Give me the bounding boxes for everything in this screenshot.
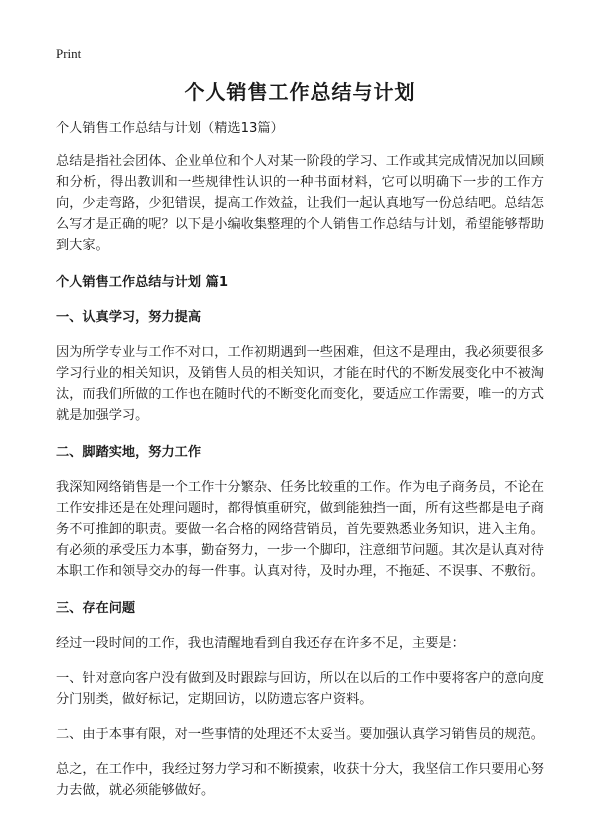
article-heading: 个人销售工作总结与计划 篇1 — [56, 275, 229, 290]
section-1-paragraph-1: 因为所学专业与工作不对口，工作初期遇到一些困难，但这不是理由，我必须要很多学习行业的相关知识，及销售人员的相关知识，才能在时代的不断发展变化中不被淘汰，而我们所做的工作也在随时代的不断变化而变化，要适应工作需要，唯一的方式就是加强学习。 — [56, 345, 544, 423]
section-3-paragraph-3: 二、由于本事有限，对一些事情的处理还不太妥当。要加强认真学习销售员的规范。 — [56, 727, 544, 742]
section-heading-1: 一、认真学习，努力提高 — [56, 310, 202, 325]
page-title: 个人销售工作总结与计划 — [184, 80, 416, 104]
section-3-paragraph-1: 经过一段时间的工作，我也清醒地看到自我还存在许多不足，主要是： — [56, 636, 465, 651]
document-body — [56, 118, 544, 815]
section-heading-2: 二、脚踏实地，努力工作 — [56, 445, 202, 460]
section-heading-3: 三、存在问题 — [56, 601, 136, 616]
section-2-paragraph-1: 我深知网络销售是一个工作十分繁杂、任务比较重的工作。作为电子商务员，不论在工作安排还是在处理问题时，都得慎重研究，做到能独挡一面，所有这些都是电子商务不可推卸的职责。要做一名合格的网络营销员，首先要熟悉业务知识，进入主角。有必须的承受压力本事，勤奋努力，一步一个脚印，注意细节问题。其次是认真对待本职工作和领导交办的每一件事。认真对待，及时办理，不拖延、不误事、不敷衍。 — [56, 480, 544, 579]
intro-paragraph: 总结是指社会团体、企业单位和个人对某一阶段的学习、工作或其完成情况加以回顾和分析，得出教训和一些规律性认识的一种书面材料，它可以明确下一步的工作方向，少走弯路，少犯错误，提高工作效益，让我们一起认真地写一份总结吧。总结怎么写才是正确的呢？以下是小编收集整理的个人销售工作总结与计划，希望能够帮助到大家。 — [56, 154, 544, 253]
document-subtitle: 个人销售工作总结与计划（精选13篇） — [56, 121, 284, 136]
print-link[interactable]: Print — [56, 46, 82, 61]
section-3-paragraph-4: 总之，在工作中，我经过努力学习和不断摸索，收获十分大，我坚信工作只要用心努力去做，就必须能够做好。 — [56, 762, 544, 798]
section-3-paragraph-2: 一、针对意向客户没有做到及时跟踪与回访，所以在以后的工作中要将客户的意向度分门别类，做好标记，定期回访，以防遗忘客户资料。 — [56, 671, 544, 707]
